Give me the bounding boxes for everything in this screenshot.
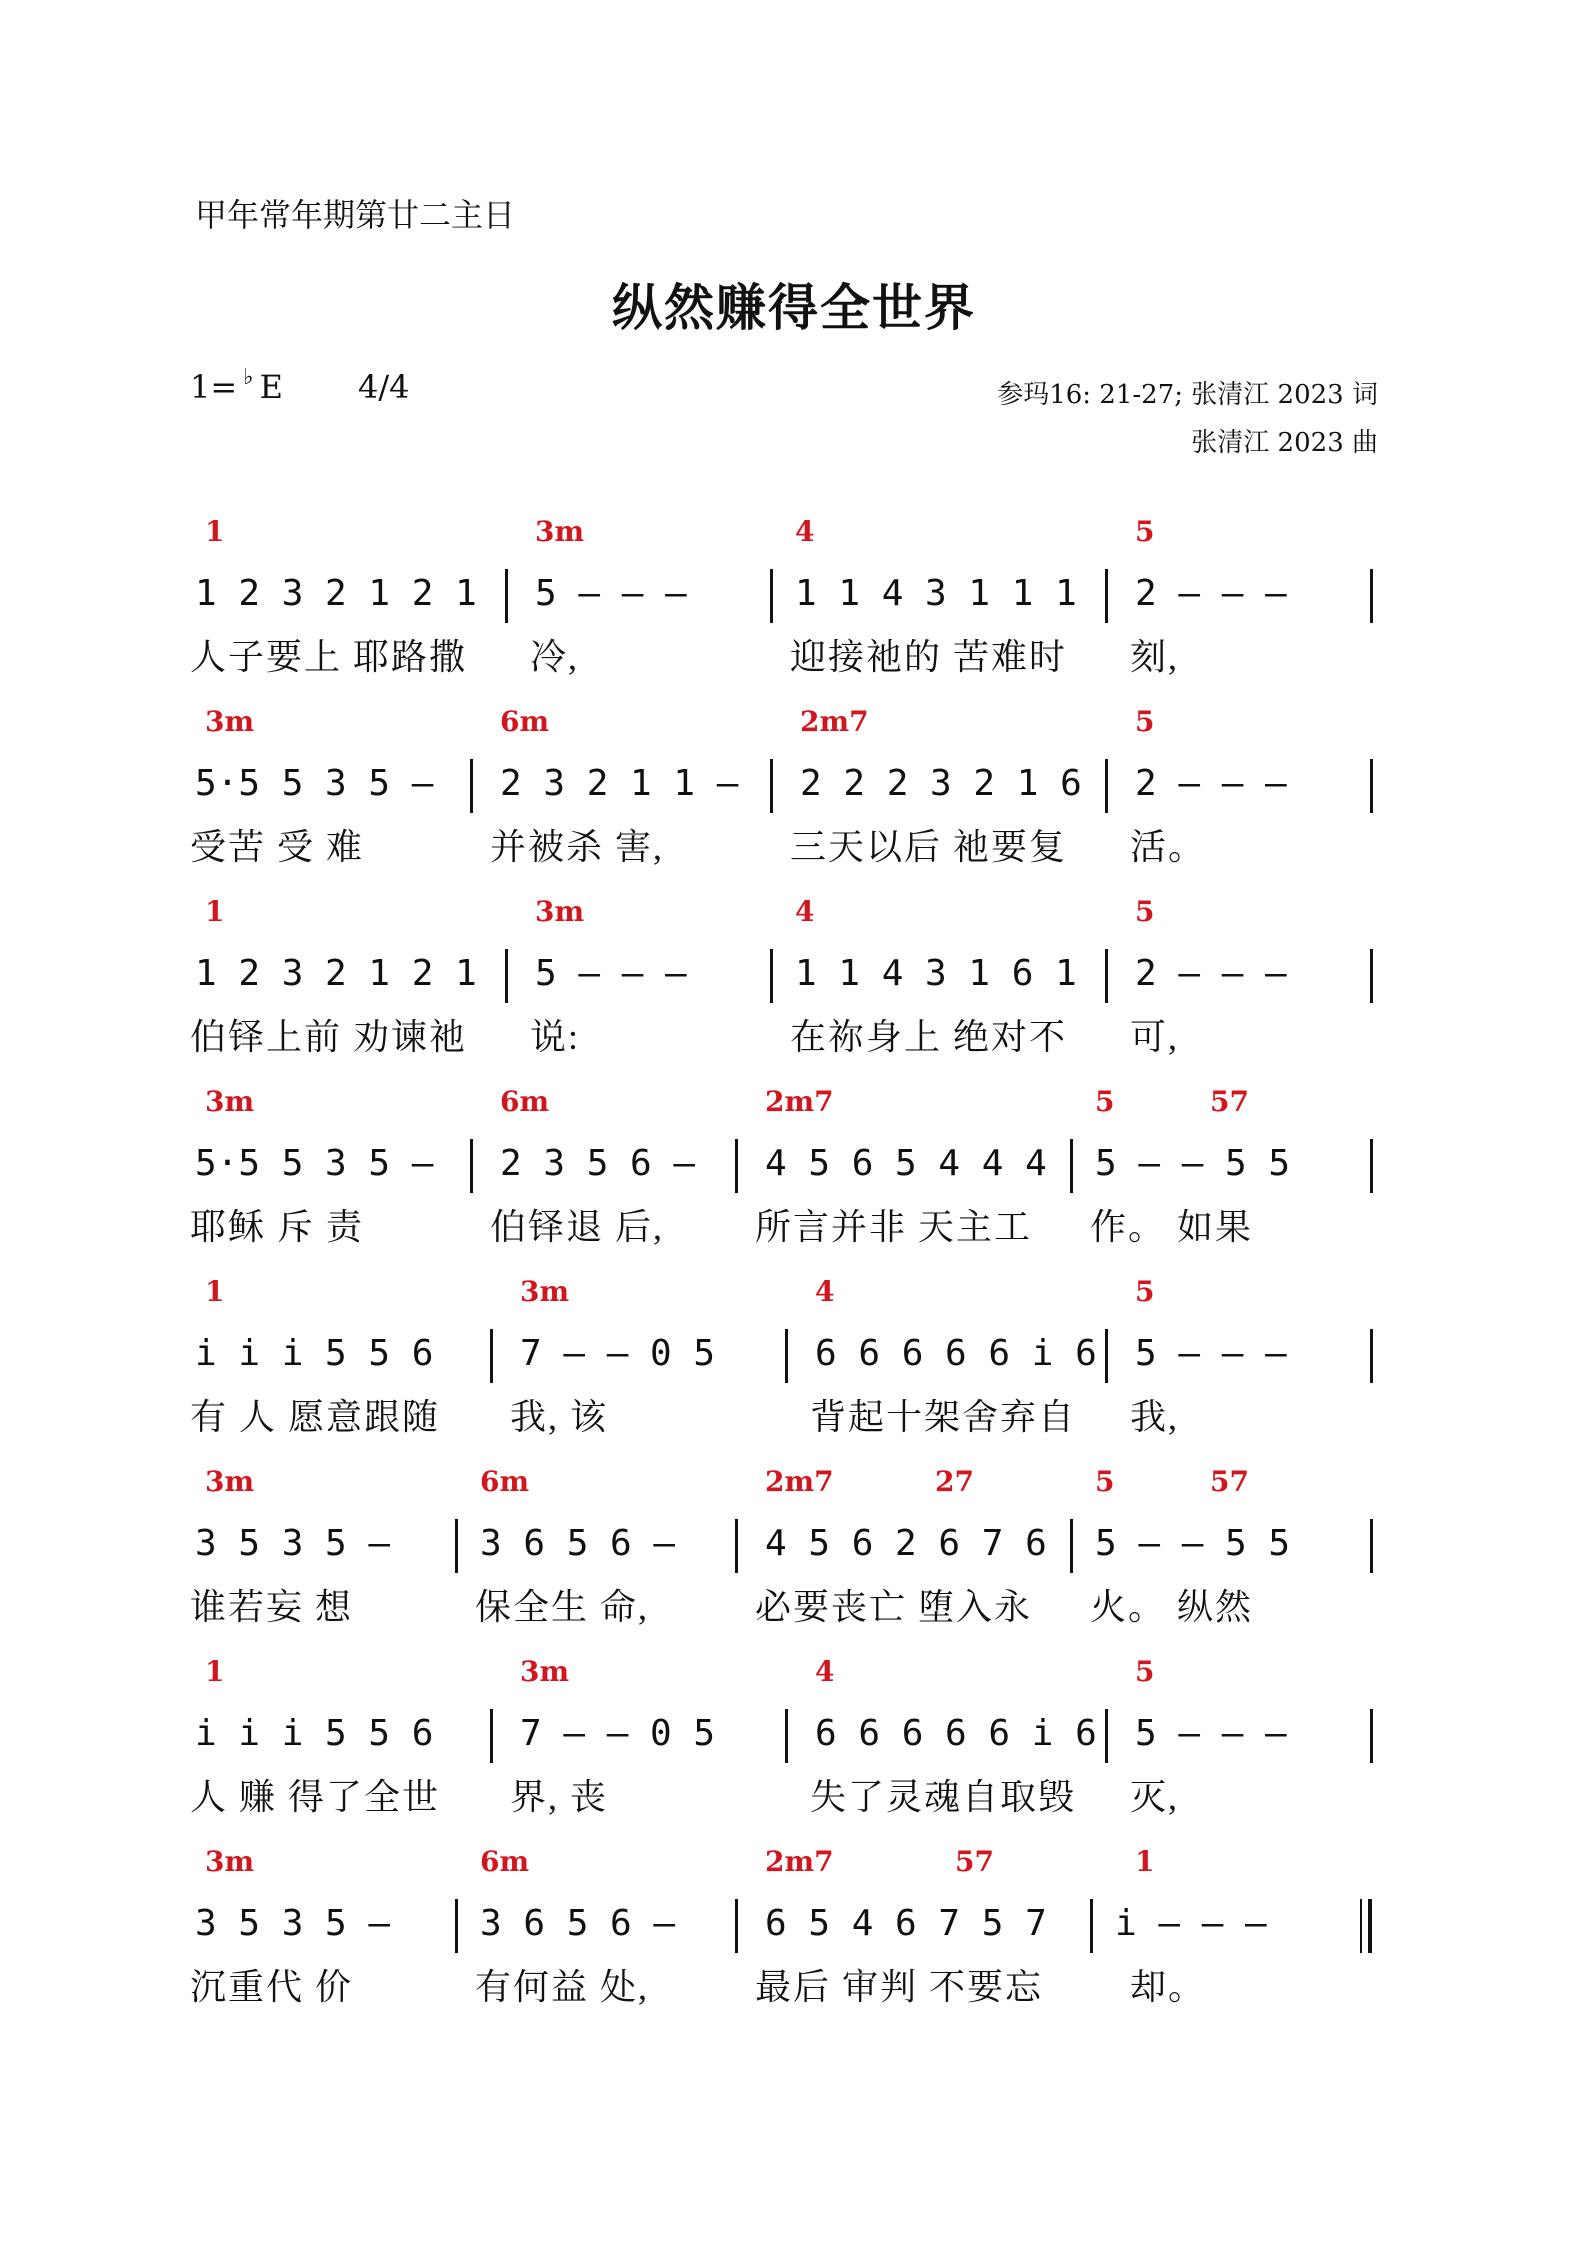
chord-symbol: 3m bbox=[535, 515, 585, 548]
measure-notes: 7 – – 0 5 bbox=[520, 1713, 716, 1754]
barline bbox=[770, 949, 773, 1003]
lyric-line: 在祢身上 绝对不 bbox=[790, 1017, 1068, 1057]
barline bbox=[470, 759, 473, 813]
measure-notes: i i i 5 5 6 bbox=[195, 1713, 434, 1754]
lyric-line: 伯铎上前 劝谏祂 bbox=[190, 1017, 468, 1057]
barline bbox=[1370, 569, 1373, 623]
lyric-line: 背起十架舍弃自 bbox=[810, 1397, 1077, 1437]
measure-notes: 6 5 4 6 7 5 7 bbox=[765, 1903, 1047, 1944]
lyric-line: 有何益 处, bbox=[475, 1967, 650, 2007]
barline bbox=[490, 1709, 493, 1763]
barline bbox=[455, 1519, 458, 1573]
chord-symbol: 5 bbox=[1135, 1275, 1155, 1308]
barline bbox=[1370, 1519, 1373, 1573]
lyric-line: 界, 丧 bbox=[510, 1777, 609, 1817]
lyric-line: 谁若妄 想 bbox=[190, 1587, 354, 1627]
score-system bbox=[190, 1085, 1380, 1255]
measure-notes: 3 6 5 6 – bbox=[480, 1903, 676, 1944]
chord-symbol: 57 bbox=[1210, 1085, 1249, 1118]
measure-notes: 6 6 6 6 6 i 6 bbox=[815, 1713, 1097, 1754]
key-prefix: 1= bbox=[190, 368, 238, 406]
measure-notes: 2 3 2 1 1 – bbox=[500, 763, 739, 804]
measure-notes: 5 – – – bbox=[1135, 1333, 1287, 1374]
chord-symbol: 5 bbox=[1135, 895, 1155, 928]
chord-symbol: 3m bbox=[205, 1465, 255, 1498]
score-system bbox=[190, 1465, 1380, 1635]
measure-notes: 7 – – 0 5 bbox=[520, 1333, 716, 1374]
measure-notes: 4 5 6 5 4 4 4 bbox=[765, 1143, 1047, 1184]
chord-symbol: 1 bbox=[205, 1275, 225, 1308]
barline bbox=[490, 1329, 493, 1383]
lyric-line: 人子要上 耶路撒 bbox=[190, 637, 468, 677]
barline bbox=[770, 759, 773, 813]
chord-symbol: 2m7 bbox=[800, 705, 869, 738]
measure-notes: 1 1 4 3 1 1 1 bbox=[795, 573, 1077, 614]
barline bbox=[770, 569, 773, 623]
lyric-line: 我, bbox=[1130, 1397, 1180, 1437]
lyric-line: 火。 纵然 bbox=[1090, 1587, 1254, 1627]
chord-symbol: 1 bbox=[205, 515, 225, 548]
chord-symbol: 27 bbox=[935, 1465, 974, 1498]
barline bbox=[1105, 1329, 1108, 1383]
barline bbox=[505, 949, 508, 1003]
lyric-line: 有 人 愿意跟随 bbox=[190, 1397, 441, 1437]
key-signature bbox=[190, 365, 283, 406]
barline bbox=[735, 1139, 738, 1193]
chord-symbol: 5 bbox=[1135, 705, 1155, 738]
barline bbox=[1105, 759, 1108, 813]
chord-symbol: 6m bbox=[500, 1085, 550, 1118]
lyric-line: 伯铎退 后, bbox=[490, 1207, 665, 1247]
measure-notes: 5 – – – bbox=[535, 953, 687, 994]
lyric-line: 最后 审判 不要忘 bbox=[755, 1967, 1044, 2007]
chord-symbol: 6m bbox=[480, 1845, 530, 1878]
measure-notes: 5 – – – bbox=[1135, 1713, 1287, 1754]
barline bbox=[470, 1139, 473, 1193]
lyric-line: 作。 如果 bbox=[1090, 1207, 1254, 1247]
song-title: 纵然赚得全世界 bbox=[612, 279, 976, 337]
measure-notes: 3 6 5 6 – bbox=[480, 1523, 676, 1564]
measure-notes: 5 – – – bbox=[535, 573, 687, 614]
barline bbox=[1360, 1899, 1362, 1953]
barline bbox=[735, 1519, 738, 1573]
lyric-line: 沉重代 价 bbox=[190, 1967, 354, 2007]
lyric-line: 受苦 受 难 bbox=[190, 827, 365, 867]
occasion-label: 甲年常年期第廿二主日 bbox=[195, 196, 516, 234]
measure-notes: 3 5 3 5 – bbox=[195, 1523, 391, 1564]
measure-notes: 5 – – 5 5 bbox=[1095, 1143, 1291, 1184]
measure-notes: i – – – bbox=[1115, 1903, 1267, 1944]
barline bbox=[455, 1899, 458, 1953]
time-signature: 4/4 bbox=[358, 368, 410, 406]
barline bbox=[1070, 1519, 1073, 1573]
flat-symbol: ♭ bbox=[243, 365, 254, 390]
measure-notes: 5 – – 5 5 bbox=[1095, 1523, 1291, 1564]
barline bbox=[1105, 1709, 1108, 1763]
chord-symbol: 57 bbox=[1210, 1465, 1249, 1498]
barline bbox=[785, 1329, 788, 1383]
chord-symbol: 1 bbox=[1135, 1845, 1155, 1878]
lyric-line: 所言并非 天主工 bbox=[755, 1207, 1033, 1247]
chord-symbol: 5 bbox=[1095, 1085, 1115, 1118]
key-note: E bbox=[259, 368, 283, 406]
barline bbox=[1105, 569, 1108, 623]
chord-symbol: 3m bbox=[205, 705, 255, 738]
chord-symbol: 5 bbox=[1095, 1465, 1115, 1498]
lyric-line: 刻, bbox=[1130, 637, 1180, 677]
chord-symbol: 6m bbox=[500, 705, 550, 738]
measure-notes: 2 – – – bbox=[1135, 763, 1287, 804]
chord-symbol: 2m7 bbox=[765, 1465, 834, 1498]
barline bbox=[1370, 1329, 1373, 1383]
measure-notes: 2 – – – bbox=[1135, 573, 1287, 614]
chord-symbol: 4 bbox=[795, 515, 815, 548]
score-system bbox=[190, 1655, 1380, 1825]
lyricist-credit: 参玛16: 21-27; 张清江 2023 词 bbox=[997, 380, 1378, 410]
chord-symbol: 5 bbox=[1135, 515, 1155, 548]
score-system bbox=[190, 1275, 1380, 1445]
barline bbox=[735, 1899, 738, 1953]
chord-symbol: 4 bbox=[815, 1275, 835, 1308]
lyric-line: 失了灵魂自取毁 bbox=[810, 1777, 1077, 1817]
lyric-line: 并被杀 害, bbox=[490, 827, 665, 867]
chord-symbol: 3m bbox=[205, 1845, 255, 1878]
barline bbox=[1370, 949, 1373, 1003]
lyric-line: 耶稣 斥 责 bbox=[190, 1207, 365, 1247]
lyric-line: 活。 bbox=[1130, 827, 1207, 867]
barline bbox=[785, 1709, 788, 1763]
barline bbox=[1370, 1139, 1373, 1193]
barline bbox=[1370, 1709, 1373, 1763]
lyric-line: 灭, bbox=[1130, 1777, 1180, 1817]
chord-symbol: 3m bbox=[205, 1085, 255, 1118]
lyric-line: 可, bbox=[1130, 1017, 1180, 1057]
chord-symbol: 4 bbox=[795, 895, 815, 928]
measure-notes: i i i 5 5 6 bbox=[195, 1333, 434, 1374]
chord-symbol: 5 bbox=[1135, 1655, 1155, 1688]
chord-symbol: 57 bbox=[955, 1845, 994, 1878]
chord-symbol: 3m bbox=[520, 1655, 570, 1688]
measure-notes: 5·5 5 3 5 – bbox=[195, 1143, 434, 1184]
chord-symbol: 1 bbox=[205, 895, 225, 928]
barline bbox=[505, 569, 508, 623]
lyric-line: 人 赚 得了全世 bbox=[190, 1777, 441, 1817]
measure-notes: 2 2 2 3 2 1 6 bbox=[800, 763, 1082, 804]
barline bbox=[1070, 1139, 1073, 1193]
measure-notes: 1 2 3 2 1 2 1 bbox=[195, 573, 477, 614]
measure-notes: 4 5 6 2 6 7 6 bbox=[765, 1523, 1047, 1564]
measure-notes: 5·5 5 3 5 – bbox=[195, 763, 434, 804]
measure-notes: 1 2 3 2 1 2 1 bbox=[195, 953, 477, 994]
lyric-line: 冷, bbox=[530, 637, 580, 677]
lyric-line: 保全生 命, bbox=[475, 1587, 650, 1627]
chord-symbol: 1 bbox=[205, 1655, 225, 1688]
lyric-line: 说: bbox=[530, 1017, 581, 1057]
score-system bbox=[190, 705, 1380, 875]
measure-notes: 1 1 4 3 1 6 1 bbox=[795, 953, 1077, 994]
measure-notes: 6 6 6 6 6 i 6 bbox=[815, 1333, 1097, 1374]
score-system bbox=[190, 1845, 1380, 2015]
chord-symbol: 3m bbox=[535, 895, 585, 928]
barline bbox=[1370, 759, 1373, 813]
chord-symbol: 4 bbox=[815, 1655, 835, 1688]
lyric-line: 我, 该 bbox=[510, 1397, 609, 1437]
composer-credit: 张清江 2023 曲 bbox=[1191, 428, 1378, 458]
score-system bbox=[190, 515, 1380, 685]
chord-symbol: 6m bbox=[480, 1465, 530, 1498]
chord-symbol: 2m7 bbox=[765, 1845, 834, 1878]
barline bbox=[1090, 1899, 1093, 1953]
measure-notes: 2 – – – bbox=[1135, 953, 1287, 994]
lyric-line: 迎接祂的 苦难时 bbox=[790, 637, 1068, 677]
lyric-line: 却。 bbox=[1130, 1967, 1207, 2007]
chord-symbol: 2m7 bbox=[765, 1085, 834, 1118]
lyric-line: 三天以后 祂要复 bbox=[790, 827, 1068, 867]
measure-notes: 3 5 3 5 – bbox=[195, 1903, 391, 1944]
score-system bbox=[190, 895, 1380, 1065]
chord-symbol: 3m bbox=[520, 1275, 570, 1308]
barline bbox=[1368, 1899, 1372, 1953]
lyric-line: 必要丧亡 堕入永 bbox=[755, 1587, 1033, 1627]
barline bbox=[1105, 949, 1108, 1003]
measure-notes: 2 3 5 6 – bbox=[500, 1143, 696, 1184]
